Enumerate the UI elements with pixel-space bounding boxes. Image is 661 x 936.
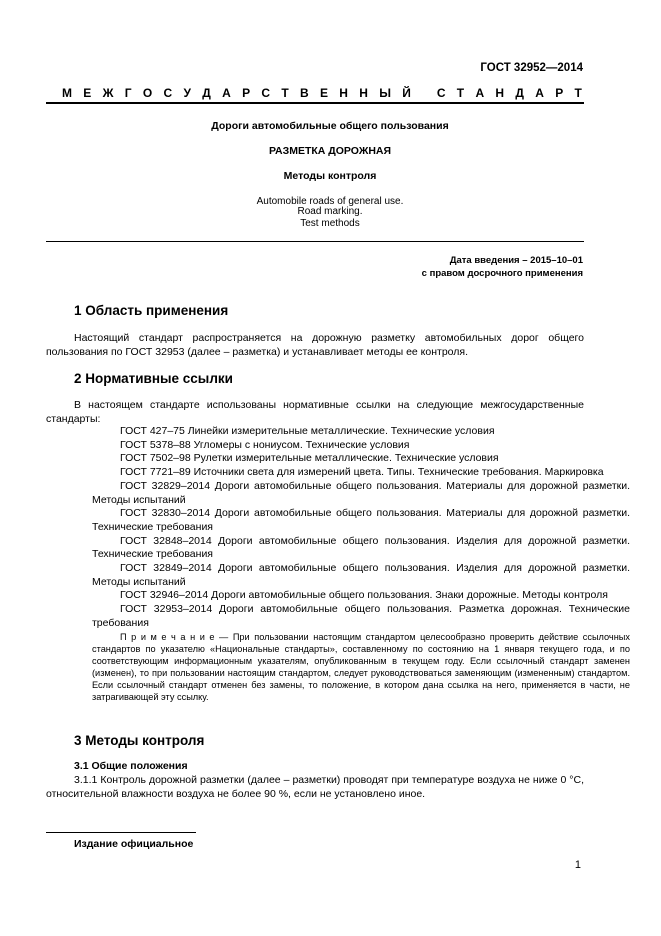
banner-letter: Т: [574, 86, 582, 100]
reference-item: ГОСТ 7502–98 Рулетки измерительные металлические. Технические условия: [120, 452, 499, 465]
reference-item: ГОСТ 32849–2014 Дороги автомобильные общего пользования. Изделия для дорожной разметки. Методы испытаний: [92, 562, 630, 588]
introduction-date-line-1: Дата введения – 2015–10–01: [449, 255, 583, 266]
reference-item: ГОСТ 32946–2014 Дороги автомобильные общего пользования. Знаки дорожные. Методы контроля: [120, 589, 608, 602]
banner-letter: Д: [202, 86, 211, 100]
references-note: [92, 631, 630, 703]
reference-item: ГОСТ 7721–89 Источники света для измерений цвета. Типы. Технические требования. Маркировка: [120, 466, 604, 479]
banner-letter: М: [62, 86, 72, 100]
introduction-date: [422, 255, 583, 280]
banner-letter: А: [222, 86, 231, 100]
references-list: [46, 425, 630, 703]
banner-letter: Н: [495, 86, 505, 100]
banner-letter: Г: [124, 86, 132, 100]
banner-letter: Е: [319, 86, 328, 100]
section-3-text: 3.1.1 Контроль дорожной разметки (далее – разметки) проводят при температуре воздуха не ниже 0 °С, относительной влажности воздуха не более 90 %, если не установлено иное.: [46, 774, 584, 800]
section-1-text: Настоящий стандарт распространяется на дорожную разметку автомобильных дорог общего пользования по ГОСТ 32953 (далее – разметка) и устанавливает методы ее контроля.: [46, 332, 584, 358]
banner-letter: С: [436, 86, 446, 100]
banner-letter: Ы: [379, 86, 391, 100]
banner-letter: Н: [339, 86, 348, 100]
page-number: 1: [574, 859, 581, 871]
banner-letter: У: [183, 86, 191, 100]
introduction-date-line-2: с правом досрочного применения: [421, 267, 583, 279]
section-3-heading: 3 Методы контроля: [74, 733, 205, 748]
banner-letter: Р: [242, 86, 251, 100]
section-1-heading: 1 Область применения: [74, 303, 229, 318]
reference-item: ГОСТ 32953–2014 Дороги автомобильные общего пользования. Разметка дорожная. Технические требования: [92, 603, 630, 629]
header-rule: [46, 102, 584, 104]
official-edition: Издание официальное: [74, 838, 194, 850]
banner-letter: О: [142, 86, 153, 100]
note-label: П р и м е ч а н и е —: [120, 631, 229, 642]
reference-item: ГОСТ 32848–2014 Дороги автомобильные общего пользования. Изделия для дорожной разметки. Технические требования: [92, 534, 630, 561]
title-en-line-1: Automobile roads of general use.: [256, 196, 404, 207]
banner-letter: Р: [555, 86, 564, 100]
reference-item: ГОСТ 32830–2014 Дороги автомобильные общего пользования. Материалы для дорожной разметки. Технические требования: [92, 507, 630, 533]
section-2-intro: В настоящем стандарте использованы нормативные ссылки на следующие межгосударственные стандарты:: [46, 399, 584, 425]
banner-letter: Т: [456, 86, 465, 100]
banner-letter: Е: [83, 86, 92, 100]
section-2-heading: 2 Нормативные ссылки: [74, 371, 233, 386]
banner-letter: С: [261, 86, 271, 100]
banner-letter: А: [475, 86, 485, 100]
banner-letter: Д: [515, 86, 524, 100]
footer-rule: [46, 832, 196, 833]
title-line-2: РАЗМЕТКА ДОРОЖНАЯ: [268, 145, 392, 157]
reference-item: ГОСТ 5378–88 Угломеры с нониусом. Технические условия: [120, 438, 410, 451]
banner-letter: В: [300, 86, 309, 100]
title-rule: [46, 241, 584, 242]
banner-letter: Ж: [102, 86, 114, 100]
note-text: При пользовании настоящим стандартом целесообразно проверить действие ссылочных стандартов по указателю «Национальные стандарты», составленному по состоянию на 1 января текущего года, и по соответствующим информационным указателям, опубликованным в текущем году. Если ссылочный стандарт заменен (изменен), то при пользовании настоящим стандартом, следует руководствоваться заменяющим (измененным) стандартом. Если ссылочный стандарт отменен без замены, то положение, в котором дана ссылка на него, применяется в части, не затрагивающей эту ссылку.: [92, 631, 630, 702]
document-code: ГОСТ 32952—2014: [480, 62, 583, 74]
banner-letter: [422, 86, 425, 100]
banner-letter: Й: [402, 86, 411, 100]
title-line-1: Дороги автомобильные общего пользования: [211, 120, 449, 132]
banner-letter: С: [163, 86, 173, 100]
banner-letter: Т: [281, 86, 289, 100]
banner-letter: А: [535, 86, 544, 100]
title-en-line-3: Test methods: [300, 218, 360, 229]
title-line-3: Методы контроля: [283, 170, 377, 182]
reference-item: ГОСТ 427–75 Линейки измерительные металлические. Технические условия: [120, 425, 495, 437]
reference-item: ГОСТ 32829–2014 Дороги автомобильные общего пользования. Материалы для дорожной разметки. Методы испытаний: [92, 479, 630, 506]
title-en-line-2: Road marking.: [297, 206, 363, 217]
interstate-standard-banner: [62, 86, 582, 100]
section-3-1-heading: 3.1 Общие положения: [74, 760, 188, 772]
banner-letter: Н: [359, 86, 368, 100]
